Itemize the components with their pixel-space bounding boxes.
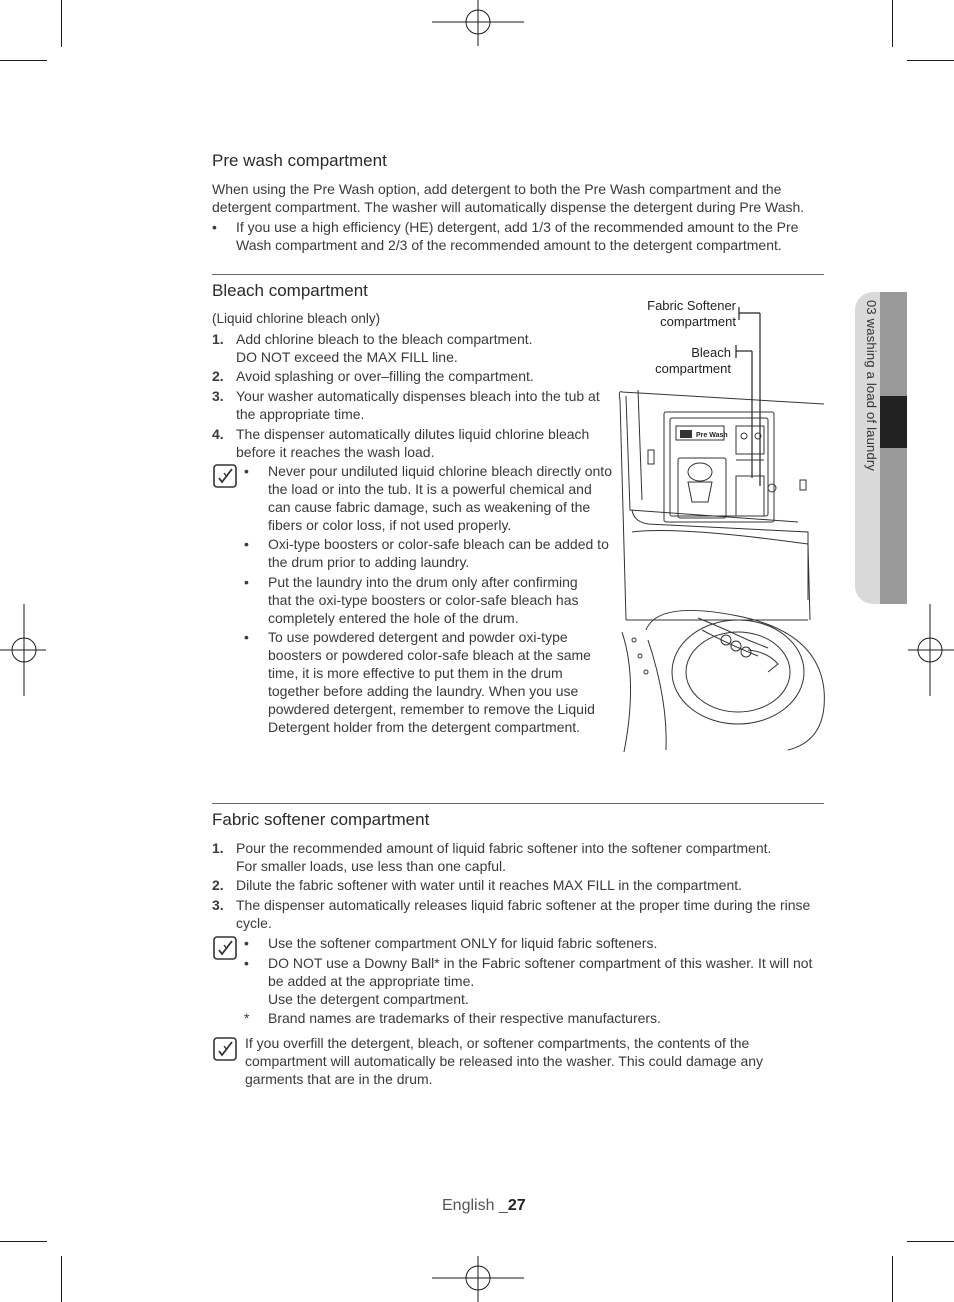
page-footer (442, 1197, 526, 1215)
softener-heading: Fabric softener compartment (212, 810, 430, 829)
registration-mark-left (0, 604, 46, 696)
bleach-subtitle: (Liquid chlorine bleach only) (212, 311, 381, 326)
note-icon (213, 464, 237, 488)
registration-mark-right (908, 604, 954, 696)
bleach-callout: Bleach compartment (655, 345, 731, 376)
section-divider (212, 274, 824, 275)
prewash-heading: Pre wash compartment (212, 151, 387, 170)
crop-mark (0, 60, 47, 61)
crop-mark (892, 0, 893, 47)
registration-mark-bottom (432, 1256, 524, 1302)
crop-mark (892, 1256, 893, 1302)
bleach-heading: Bleach compartment (212, 281, 368, 300)
note-icon (213, 1037, 237, 1061)
chapter-tab-label: 03 washing a load of laundry (864, 300, 879, 472)
dispenser-illustration (618, 300, 828, 752)
section-divider (212, 803, 824, 804)
page-number: 27 (507, 1197, 526, 1214)
crop-mark (0, 1241, 47, 1242)
chapter-tab-strip (880, 292, 907, 604)
prewash-intro: When using the Pre Wash option, add detergent to both the Pre Wash compartment and the detergent compartment. The washer will automatically dispense the detergent during Pre Wash. (212, 181, 805, 215)
crop-mark (61, 1256, 62, 1302)
crop-mark (907, 1241, 954, 1242)
overfill-warning: If you overfill the detergent, bleach, or softener compartments, the contents of the compartment will automatically be released into the washer. This could damage any garments that are in the drum. (245, 1035, 764, 1087)
crop-mark (61, 0, 62, 47)
note-icon (213, 936, 237, 960)
registration-mark-top (432, 0, 524, 46)
drawer-label: Pre Wash (696, 432, 728, 439)
footer-language: English _ (442, 1197, 508, 1214)
softener-callout: Fabric Softener compartment (647, 298, 736, 329)
crop-mark (907, 60, 954, 61)
chapter-tab-marker (880, 396, 907, 448)
